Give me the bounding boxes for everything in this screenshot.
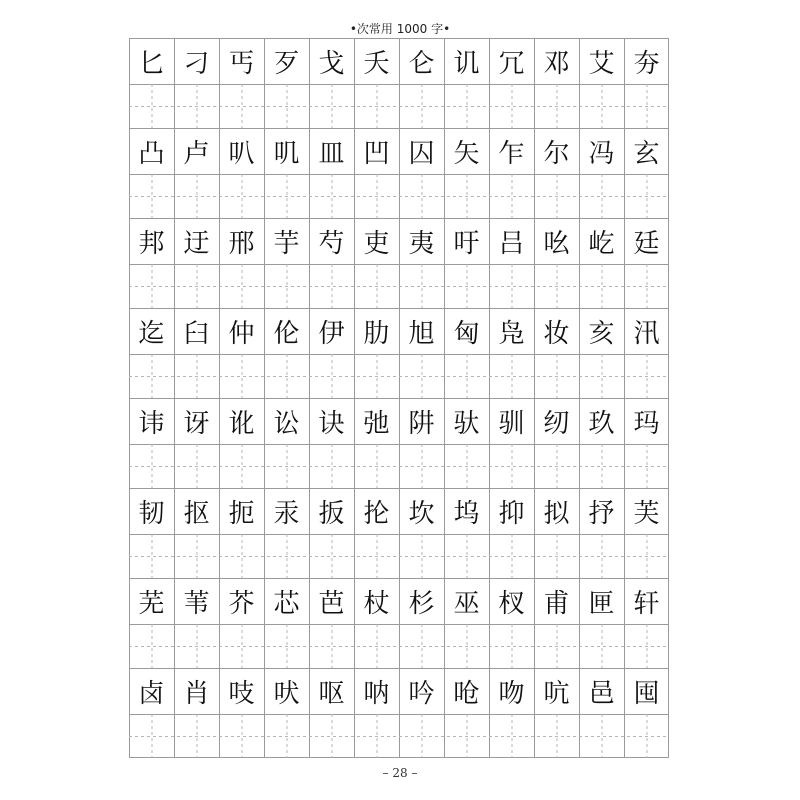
character-cell: 驮	[453, 408, 480, 439]
character-cell: 轩	[633, 588, 660, 619]
character-cell: 卤	[138, 678, 165, 709]
character-row	[129, 488, 669, 534]
character-cell: 芜	[138, 588, 165, 619]
character-row	[129, 668, 669, 714]
character-cell: 讶	[183, 408, 210, 439]
character-cell: 弛	[363, 408, 390, 439]
character-cell: 歹	[273, 48, 300, 79]
character-cell: 尔	[543, 138, 570, 169]
character-cell: 坎	[408, 498, 435, 529]
page-number: – 28 –	[382, 766, 418, 780]
practice-grid	[129, 38, 669, 758]
character-cell: 扼	[228, 498, 255, 529]
character-cell: 杉	[408, 588, 435, 619]
character-cell: 肖	[183, 678, 210, 709]
character-cell: 驯	[498, 408, 525, 439]
character-cell: 皿	[318, 138, 345, 169]
character-cell: 肋	[363, 318, 390, 349]
character-cell: 芍	[318, 228, 345, 259]
character-cell: 夭	[363, 48, 390, 79]
character-cell: 仑	[408, 48, 435, 79]
character-cell: 讹	[228, 408, 255, 439]
character-cell: 矢	[453, 138, 480, 169]
character-cell: 吏	[363, 228, 390, 259]
character-cell: 乍	[498, 138, 525, 169]
character-cell: 芙	[633, 498, 660, 529]
character-cell: 呛	[453, 678, 480, 709]
character-cell: 芋	[273, 228, 300, 259]
character-cell: 邓	[543, 48, 570, 79]
character-cell: 坞	[453, 498, 480, 529]
character-cell: 妆	[543, 318, 570, 349]
character-cell: 邦	[138, 228, 165, 259]
character-cell: 呐	[363, 678, 390, 709]
character-cell: 仲	[228, 318, 255, 349]
character-cell: 叽	[273, 138, 300, 169]
character-cell: 讥	[453, 48, 480, 79]
character-cell: 凸	[138, 138, 165, 169]
character-cell: 汞	[273, 498, 300, 529]
character-cell: 玛	[633, 408, 660, 439]
character-cell: 叭	[228, 138, 255, 169]
character-cell: 夷	[408, 228, 435, 259]
character-cell: 芥	[228, 588, 255, 619]
character-cell: 匈	[453, 318, 480, 349]
character-cell: 丐	[228, 48, 255, 79]
character-cell: 纫	[543, 408, 570, 439]
character-row	[129, 308, 669, 354]
character-row	[129, 38, 669, 84]
character-cell: 迂	[183, 228, 210, 259]
character-row	[129, 578, 669, 624]
character-cell: 廷	[633, 228, 660, 259]
character-cell: 讳	[138, 408, 165, 439]
character-cell: 韧	[138, 498, 165, 529]
character-cell: 伦	[273, 318, 300, 349]
character-cell: 夯	[633, 48, 660, 79]
character-cell: 吁	[453, 228, 480, 259]
character-cell: 甫	[543, 588, 570, 619]
character-cell: 匕	[138, 48, 165, 79]
character-cell: 匣	[588, 588, 615, 619]
character-cell: 刁	[183, 48, 210, 79]
character-cell: 汛	[633, 318, 660, 349]
character-cell: 吠	[273, 678, 300, 709]
character-cell: 杈	[498, 588, 525, 619]
character-row	[129, 218, 669, 264]
page-title: •次常用 1000 字•	[349, 22, 451, 36]
character-cell: 杖	[363, 588, 390, 619]
character-cell: 吕	[498, 228, 525, 259]
character-cell: 玄	[633, 138, 660, 169]
character-cell: 艾	[588, 48, 615, 79]
character-cell: 阱	[408, 408, 435, 439]
character-cell: 冯	[588, 138, 615, 169]
character-cell: 凹	[363, 138, 390, 169]
character-cell: 抒	[588, 498, 615, 529]
character-cell: 邢	[228, 228, 255, 259]
character-cell: 玖	[588, 408, 615, 439]
character-cell: 芭	[318, 588, 345, 619]
character-cell: 邑	[588, 678, 615, 709]
character-cell: 戈	[318, 48, 345, 79]
character-cell: 芯	[273, 588, 300, 619]
character-cell: 吻	[498, 678, 525, 709]
character-cell: 扳	[318, 498, 345, 529]
character-cell: 吆	[543, 228, 570, 259]
character-cell: 伊	[318, 318, 345, 349]
character-cell: 巫	[453, 588, 480, 619]
character-cell: 囤	[633, 678, 660, 709]
character-cell: 抑	[498, 498, 525, 529]
character-row	[129, 128, 669, 174]
character-cell: 抠	[183, 498, 210, 529]
character-cell: 凫	[498, 318, 525, 349]
character-cell: 呕	[318, 678, 345, 709]
character-cell: 卢	[183, 138, 210, 169]
character-cell: 诀	[318, 408, 345, 439]
character-cell: 亥	[588, 318, 615, 349]
character-cell: 屹	[588, 228, 615, 259]
character-cell: 囚	[408, 138, 435, 169]
character-cell: 拟	[543, 498, 570, 529]
character-cell: 讼	[273, 408, 300, 439]
character-cell: 迄	[138, 318, 165, 349]
character-row	[129, 398, 669, 444]
character-cell: 臼	[183, 318, 210, 349]
character-cell: 苇	[183, 588, 210, 619]
character-cell: 吱	[228, 678, 255, 709]
character-cell: 吭	[543, 678, 570, 709]
character-cell: 冗	[498, 48, 525, 79]
character-cell: 旭	[408, 318, 435, 349]
character-cell: 吟	[408, 678, 435, 709]
character-cell: 抡	[363, 498, 390, 529]
